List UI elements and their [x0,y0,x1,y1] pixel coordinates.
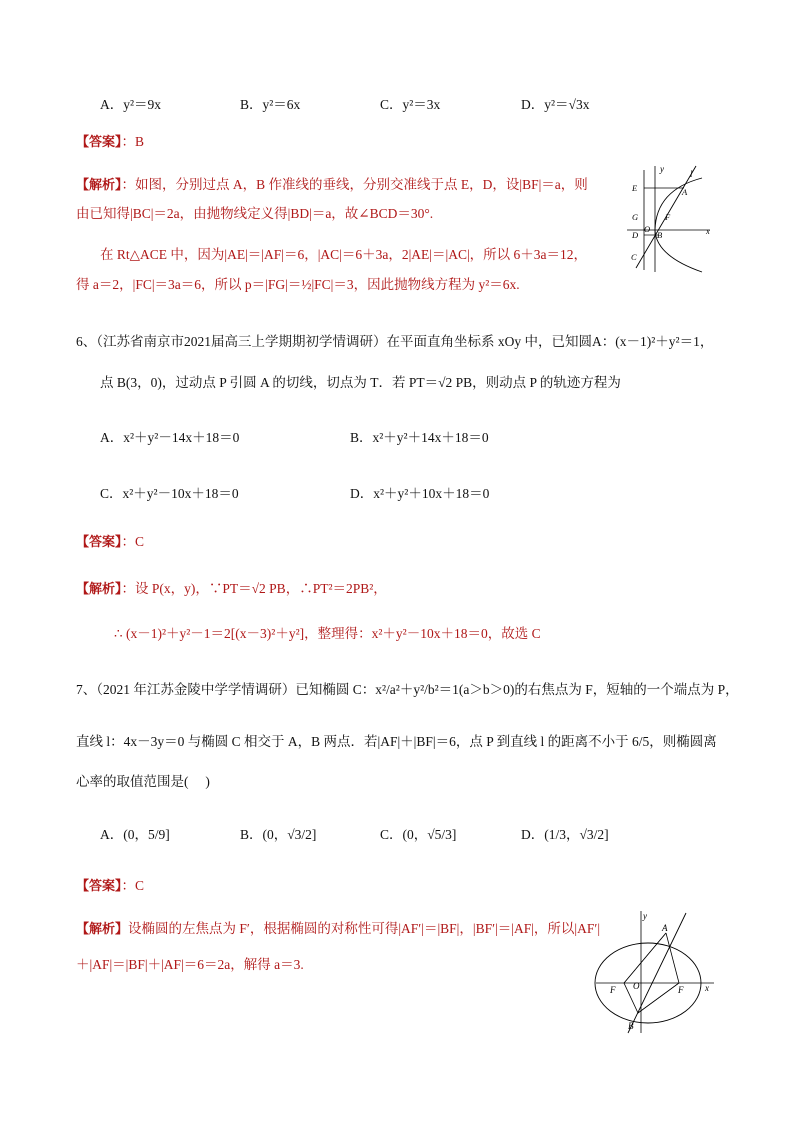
q7-analysis-line-2: ＋|AF|＝|BF|＋|AF|＝6＝2a，解得 a＝3. [76,957,304,972]
analysis-tag: 【解析】 [76,922,129,937]
q7-option-c: C．(0，√5/3] [380,827,457,842]
q5-parabola-figure [622,160,717,275]
q6-analysis-line-2: ∴ (x－1)²＋y²－1＝2[(x－3)²＋y²]，整理得：x²＋y²－10x＋18＝0，故选 C [114,626,541,641]
label-b: B [657,230,663,240]
analysis-text: ：设 P(x，y)，∵PT＝√2 PB，∴PT²＝2PB²， [121,581,387,596]
q7-option-d: D．(1/3，√3/2] [521,827,609,842]
label-a: A [662,923,668,933]
q6-option-a: A．x²＋y²－14x＋18＝0 [100,430,240,445]
analysis-tag: 【解析】 [76,582,122,597]
q7-stem-line-2: 直线 l：4x－3y＝0 与椭圆 C 相交于 A，B 两点．若|AF|＋|BF|＝6，点 P 到直线 l 的距离不小于 6/5，则椭圆离 [76,734,717,749]
label-c: C [631,252,637,262]
label-l: l [690,169,693,179]
q5-analysis-line-2: 由已知得|BC|＝2a，由抛物线定义得|BD|＝a，故∠BCD＝30°. [76,206,434,221]
q6-option-d: D．x²＋y²＋10x＋18＝0 [350,486,490,501]
q7-ellipse-figure [592,905,722,1035]
q7-stem-line-1: 7、（2021 年江苏金陵中学学情调研）已知椭圆 C：x²/a²＋y²/b²＝1(a＞b＞0)的右焦点为 F，短轴的一个端点为 P， [76,682,739,697]
q5-answer [76,133,144,152]
q7-answer [76,877,144,896]
q6-answer [76,533,144,552]
label-x: x [705,983,709,993]
label-f: F [665,212,671,222]
answer-tag: 【答案】 [76,879,122,894]
answer-tag: 【答案】 [76,135,122,150]
analysis-tag: 【解析】 [76,178,122,193]
label-o: O [633,981,640,991]
q6-stem-line-1: 6、（江苏省南京市2021届高三上学期期初学情调研）在平面直角坐标系 xOy 中，已知圆A：(x－1)²＋y²＝1， [76,334,714,349]
analysis-text: 设椭圆的左焦点为 F′，根据椭圆的对称性可得|AF′|＝|BF|，|BF′|＝|AF|，所以|AF′| [128,921,601,936]
label-a: A [682,187,688,197]
answer-value: ：C [121,878,145,893]
q6-analysis-line-1 [76,580,387,599]
q5-option-a: A．y²＝9x [100,97,162,112]
answer-tag: 【答案】 [76,535,122,550]
answer-value: ：C [121,534,145,549]
q5-analysis-line-4: 得 a＝2，|FC|＝3a＝6，所以 p＝|FG|＝½|FC|＝3，因此抛物线方程为 y²＝6x. [76,277,520,292]
label-o: O [644,224,651,234]
answer-value: ：B [121,134,145,149]
q7-stem-line-3: 心率的取值范围是( ) [76,774,210,789]
label-y: y [643,911,647,921]
label-x: x [706,226,710,236]
q6-stem-line-2: 点 B(3，0)，过动点 P 引圆 A 的切线，切点为 T．若 PT＝√2 PB，则动点 P 的轨迹方程为 [100,375,621,390]
label-e: E [632,183,638,193]
analysis-text: ：如图，分别过点 A，B 作准线的垂线，分别交准线于点 E，D，设|BF|＝a，则 [121,177,588,192]
q6-option-c: C．x²＋y²－10x＋18＝0 [100,486,239,501]
q5-option-b: B．y²＝6x [240,97,301,112]
label-y: y [660,164,664,174]
q7-option-a: A．(0，5/9] [100,827,170,842]
label-b: B [628,1021,634,1031]
label-d: D [632,230,639,240]
q7-analysis-line-1 [76,920,600,939]
label-g: G [632,212,639,222]
label-f-right: F [678,985,684,995]
q5-analysis-line-3: 在 Rt△ACE 中，因为|AE|＝|AF|＝6，|AC|＝6＋3a，2|AE|＝|AC|，所以 6＋3a＝12， [100,247,588,262]
q6-option-b: B．x²＋y²＋14x＋18＝0 [350,430,489,445]
label-f-left: F [610,985,616,995]
q5-option-c: C．y²＝3x [380,97,441,112]
q5-analysis-line-1 [76,176,588,195]
q5-option-d: D．y²＝√3x [521,97,590,112]
q7-option-b: B．(0，√3/2] [240,827,317,842]
